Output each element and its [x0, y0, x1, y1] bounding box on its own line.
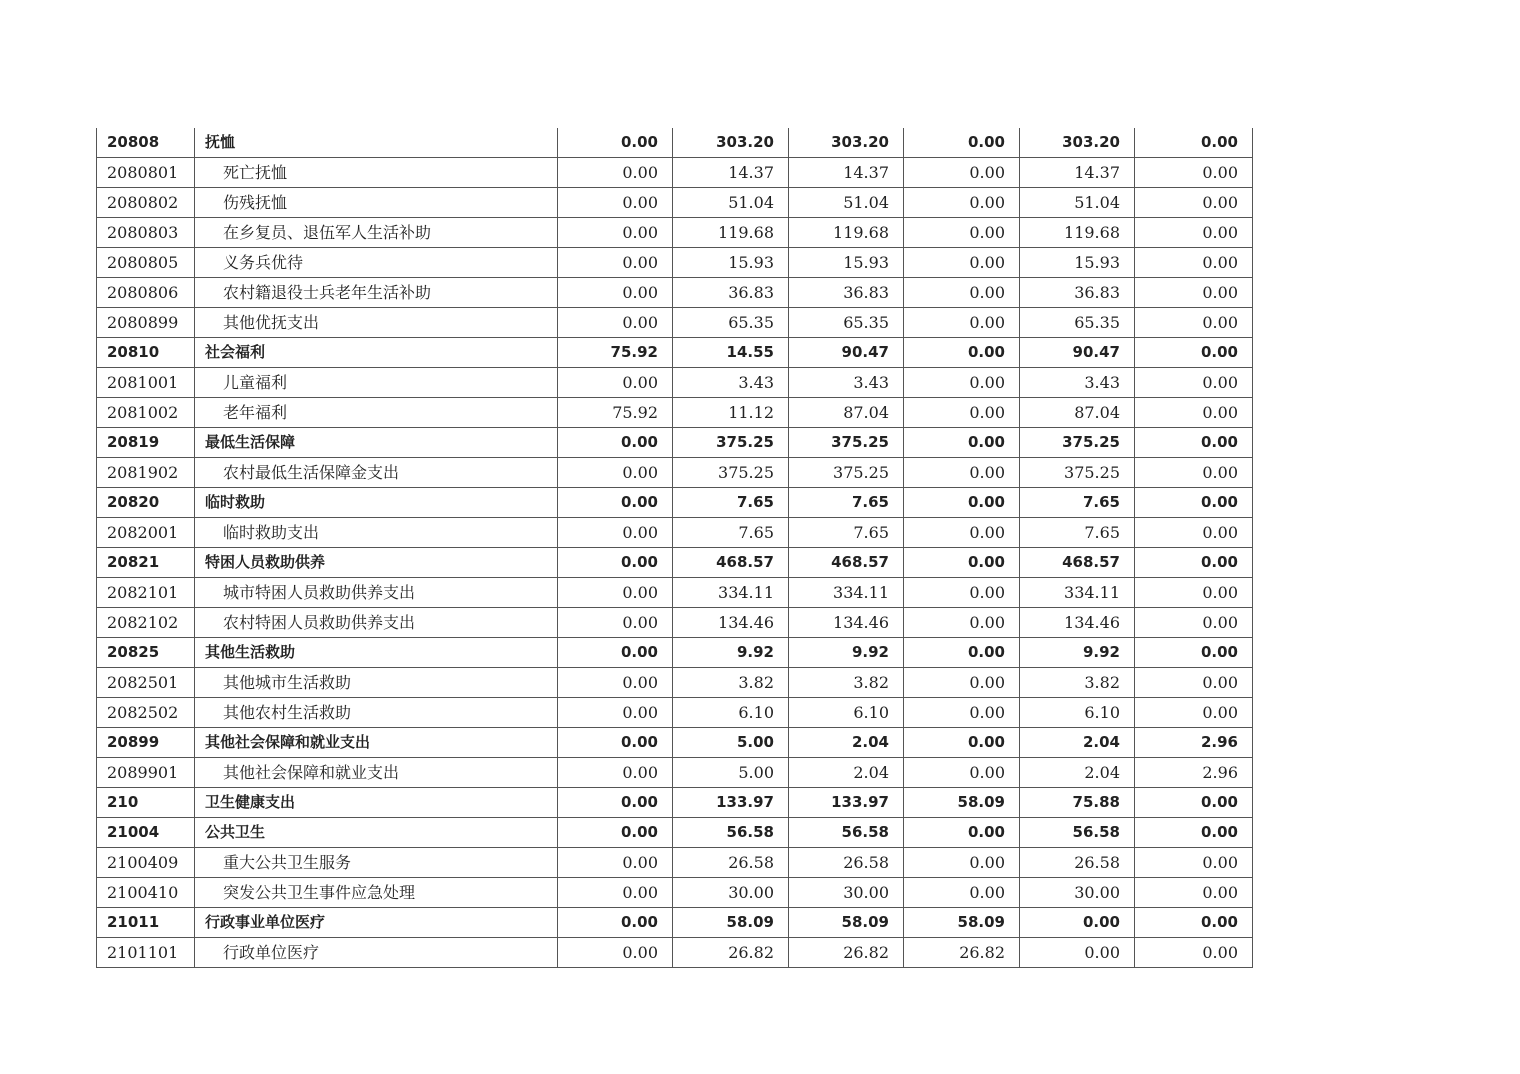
row-value-col-2: 51.04: [673, 188, 789, 218]
row-name: 农村最低生活保障金支出: [195, 458, 558, 488]
row-name: 老年福利: [195, 398, 558, 428]
row-value-col-2: 5.00: [673, 758, 789, 788]
row-code: 20821: [97, 548, 195, 578]
row-value-col-3: 9.92: [789, 638, 904, 668]
row-value-col-4: 0.00: [904, 338, 1020, 368]
row-name: 突发公共卫生事件应急处理: [195, 878, 558, 908]
row-value-col-5: 75.88: [1020, 788, 1135, 818]
row-code: 20899: [97, 728, 195, 758]
row-value-col-5: 15.93: [1020, 248, 1135, 278]
row-value-col-6: 0.00: [1135, 488, 1253, 518]
row-value-col-5: 30.00: [1020, 878, 1135, 908]
table-row: [97, 398, 1253, 428]
row-code: 20820: [97, 488, 195, 518]
row-value-col-1: 0.00: [558, 488, 673, 518]
row-value-col-3: 375.25: [789, 428, 904, 458]
row-value-col-1: 0.00: [558, 788, 673, 818]
row-value-col-5: 3.43: [1020, 368, 1135, 398]
row-value-col-4: 0.00: [904, 728, 1020, 758]
row-value-col-3: 134.46: [789, 608, 904, 638]
row-value-col-1: 0.00: [558, 368, 673, 398]
row-value-col-4: 58.09: [904, 908, 1020, 938]
row-value-col-5: 0.00: [1020, 908, 1135, 938]
row-value-col-6: 0.00: [1135, 458, 1253, 488]
row-value-col-6: 0.00: [1135, 548, 1253, 578]
row-value-col-3: 2.04: [789, 728, 904, 758]
row-value-col-4: 0.00: [904, 188, 1020, 218]
row-value-col-6: 0.00: [1135, 698, 1253, 728]
row-value-col-1: 75.92: [558, 338, 673, 368]
row-value-col-2: 65.35: [673, 308, 789, 338]
table-row: [97, 188, 1253, 218]
row-value-col-3: 26.82: [789, 938, 904, 968]
row-value-col-2: 7.65: [673, 518, 789, 548]
row-value-col-3: 7.65: [789, 488, 904, 518]
row-value-col-2: 303.20: [673, 128, 789, 158]
row-value-col-5: 90.47: [1020, 338, 1135, 368]
row-value-col-5: 0.00: [1020, 938, 1135, 968]
row-value-col-2: 334.11: [673, 578, 789, 608]
row-value-col-6: 2.96: [1135, 728, 1253, 758]
row-value-col-3: 119.68: [789, 218, 904, 248]
row-code: 2082101: [97, 578, 195, 608]
row-value-col-4: 0.00: [904, 488, 1020, 518]
row-value-col-5: 375.25: [1020, 428, 1135, 458]
row-name: 最低生活保障: [195, 428, 558, 458]
row-value-col-1: 0.00: [558, 638, 673, 668]
row-value-col-5: 7.65: [1020, 518, 1135, 548]
row-name: 其他社会保障和就业支出: [195, 728, 558, 758]
row-value-col-3: 90.47: [789, 338, 904, 368]
row-name: 其他优抚支出: [195, 308, 558, 338]
row-value-col-3: 87.04: [789, 398, 904, 428]
table-row: [97, 278, 1253, 308]
row-value-col-6: 0.00: [1135, 188, 1253, 218]
row-name: 其他农村生活救助: [195, 698, 558, 728]
row-value-col-4: 0.00: [904, 638, 1020, 668]
row-value-col-3: 7.65: [789, 518, 904, 548]
row-code: 20810: [97, 338, 195, 368]
row-value-col-4: 0.00: [904, 758, 1020, 788]
row-code: 2082502: [97, 698, 195, 728]
row-name: 农村特困人员救助供养支出: [195, 608, 558, 638]
table-row: [97, 608, 1253, 638]
row-value-col-5: 6.10: [1020, 698, 1135, 728]
row-value-col-4: 0.00: [904, 668, 1020, 698]
row-value-col-1: 75.92: [558, 398, 673, 428]
row-value-col-5: 7.65: [1020, 488, 1135, 518]
row-value-col-3: 6.10: [789, 698, 904, 728]
row-value-col-1: 0.00: [558, 668, 673, 698]
row-value-col-5: 9.92: [1020, 638, 1135, 668]
row-code: 2100409: [97, 848, 195, 878]
row-value-col-1: 0.00: [558, 608, 673, 638]
row-value-col-4: 0.00: [904, 608, 1020, 638]
row-value-col-4: 0.00: [904, 818, 1020, 848]
row-value-col-3: 15.93: [789, 248, 904, 278]
row-value-col-1: 0.00: [558, 938, 673, 968]
row-code: 2080899: [97, 308, 195, 338]
row-value-col-1: 0.00: [558, 158, 673, 188]
table-row: [97, 758, 1253, 788]
row-value-col-4: 0.00: [904, 578, 1020, 608]
row-value-col-1: 0.00: [558, 578, 673, 608]
row-value-col-4: 26.82: [904, 938, 1020, 968]
row-value-col-6: 0.00: [1135, 428, 1253, 458]
row-value-col-1: 0.00: [558, 218, 673, 248]
row-name: 农村籍退役士兵老年生活补助: [195, 278, 558, 308]
table-row: [97, 638, 1253, 668]
row-value-col-5: 334.11: [1020, 578, 1135, 608]
row-value-col-2: 56.58: [673, 818, 789, 848]
row-value-col-1: 0.00: [558, 848, 673, 878]
row-value-col-6: 0.00: [1135, 398, 1253, 428]
table-row: [97, 218, 1253, 248]
row-value-col-2: 36.83: [673, 278, 789, 308]
row-code: 2089901: [97, 758, 195, 788]
row-value-col-2: 14.55: [673, 338, 789, 368]
row-value-col-5: 87.04: [1020, 398, 1135, 428]
row-value-col-5: 119.68: [1020, 218, 1135, 248]
row-name: 伤残抚恤: [195, 188, 558, 218]
row-name: 在乡复员、退伍军人生活补助: [195, 218, 558, 248]
row-value-col-2: 119.68: [673, 218, 789, 248]
row-name: 重大公共卫生服务: [195, 848, 558, 878]
row-code: 21004: [97, 818, 195, 848]
row-value-col-3: 14.37: [789, 158, 904, 188]
row-value-col-6: 0.00: [1135, 128, 1253, 158]
row-value-col-2: 11.12: [673, 398, 789, 428]
table-row: [97, 488, 1253, 518]
row-value-col-1: 0.00: [558, 548, 673, 578]
row-value-col-6: 0.00: [1135, 338, 1253, 368]
row-value-col-1: 0.00: [558, 818, 673, 848]
row-value-col-3: 51.04: [789, 188, 904, 218]
table-row: [97, 878, 1253, 908]
row-value-col-2: 9.92: [673, 638, 789, 668]
row-value-col-6: 0.00: [1135, 818, 1253, 848]
row-value-col-3: 36.83: [789, 278, 904, 308]
row-value-col-3: 133.97: [789, 788, 904, 818]
row-code: 2081001: [97, 368, 195, 398]
row-value-col-2: 14.37: [673, 158, 789, 188]
row-value-col-6: 0.00: [1135, 308, 1253, 338]
row-value-col-6: 0.00: [1135, 938, 1253, 968]
table-row: [97, 578, 1253, 608]
row-value-col-5: 2.04: [1020, 758, 1135, 788]
row-value-col-5: 3.82: [1020, 668, 1135, 698]
row-value-col-4: 0.00: [904, 248, 1020, 278]
row-value-col-5: 2.04: [1020, 728, 1135, 758]
row-code: 210: [97, 788, 195, 818]
row-code: 2082001: [97, 518, 195, 548]
row-value-col-2: 468.57: [673, 548, 789, 578]
row-value-col-1: 0.00: [558, 878, 673, 908]
row-value-col-5: 36.83: [1020, 278, 1135, 308]
row-value-col-4: 0.00: [904, 368, 1020, 398]
row-value-col-3: 3.82: [789, 668, 904, 698]
row-value-col-2: 58.09: [673, 908, 789, 938]
row-value-col-4: 0.00: [904, 698, 1020, 728]
row-value-col-1: 0.00: [558, 908, 673, 938]
row-code: 20825: [97, 638, 195, 668]
row-name: 社会福利: [195, 338, 558, 368]
row-code: 2080806: [97, 278, 195, 308]
row-value-col-2: 5.00: [673, 728, 789, 758]
row-code: 2100410: [97, 878, 195, 908]
row-name: 公共卫生: [195, 818, 558, 848]
row-value-col-3: 375.25: [789, 458, 904, 488]
row-value-col-5: 134.46: [1020, 608, 1135, 638]
row-value-col-5: 56.58: [1020, 818, 1135, 848]
budget-table: [96, 128, 1253, 968]
row-value-col-3: 26.58: [789, 848, 904, 878]
row-code: 21011: [97, 908, 195, 938]
row-value-col-4: 0.00: [904, 308, 1020, 338]
row-value-col-1: 0.00: [558, 308, 673, 338]
row-value-col-1: 0.00: [558, 518, 673, 548]
row-value-col-4: 0.00: [904, 458, 1020, 488]
row-code: 2082501: [97, 668, 195, 698]
row-value-col-6: 0.00: [1135, 608, 1253, 638]
row-code: 2080802: [97, 188, 195, 218]
row-value-col-6: 0.00: [1135, 248, 1253, 278]
row-value-col-6: 0.00: [1135, 218, 1253, 248]
row-value-col-6: 0.00: [1135, 848, 1253, 878]
row-value-col-3: 58.09: [789, 908, 904, 938]
row-value-col-2: 133.97: [673, 788, 789, 818]
table-row: [97, 788, 1253, 818]
row-name: 行政单位医疗: [195, 938, 558, 968]
row-value-col-1: 0.00: [558, 428, 673, 458]
table-row: [97, 548, 1253, 578]
row-code: 2081002: [97, 398, 195, 428]
row-value-col-5: 51.04: [1020, 188, 1135, 218]
row-value-col-6: 0.00: [1135, 878, 1253, 908]
row-value-col-4: 0.00: [904, 218, 1020, 248]
row-code: 2080805: [97, 248, 195, 278]
row-value-col-4: 0.00: [904, 848, 1020, 878]
table-row: [97, 818, 1253, 848]
row-name: 死亡抚恤: [195, 158, 558, 188]
row-name: 儿童福利: [195, 368, 558, 398]
row-value-col-1: 0.00: [558, 728, 673, 758]
row-code: 2101101: [97, 938, 195, 968]
row-value-col-2: 3.82: [673, 668, 789, 698]
table-row: [97, 158, 1253, 188]
row-value-col-6: 0.00: [1135, 368, 1253, 398]
row-code: 20808: [97, 128, 195, 158]
row-name: 抚恤: [195, 128, 558, 158]
table-row: [97, 668, 1253, 698]
table-body: [97, 128, 1253, 968]
row-value-col-2: 3.43: [673, 368, 789, 398]
row-value-col-6: 0.00: [1135, 908, 1253, 938]
table-row: [97, 428, 1253, 458]
table-row: [97, 728, 1253, 758]
row-value-col-6: 0.00: [1135, 668, 1253, 698]
row-value-col-2: 15.93: [673, 248, 789, 278]
row-name: 卫生健康支出: [195, 788, 558, 818]
row-value-col-3: 468.57: [789, 548, 904, 578]
row-value-col-4: 0.00: [904, 398, 1020, 428]
row-value-col-1: 0.00: [558, 458, 673, 488]
row-value-col-6: 0.00: [1135, 788, 1253, 818]
table-row: [97, 308, 1253, 338]
row-value-col-4: 0.00: [904, 878, 1020, 908]
row-value-col-3: 3.43: [789, 368, 904, 398]
row-code: 2082102: [97, 608, 195, 638]
table-row: [97, 458, 1253, 488]
row-name: 行政事业单位医疗: [195, 908, 558, 938]
row-name: 其他城市生活救助: [195, 668, 558, 698]
row-value-col-4: 0.00: [904, 158, 1020, 188]
row-value-col-4: 58.09: [904, 788, 1020, 818]
row-value-col-3: 334.11: [789, 578, 904, 608]
row-value-col-3: 303.20: [789, 128, 904, 158]
row-name: 特困人员救助供养: [195, 548, 558, 578]
row-value-col-5: 375.25: [1020, 458, 1135, 488]
row-value-col-5: 14.37: [1020, 158, 1135, 188]
row-value-col-6: 2.96: [1135, 758, 1253, 788]
row-name: 义务兵优待: [195, 248, 558, 278]
row-value-col-1: 0.00: [558, 698, 673, 728]
row-name: 临时救助支出: [195, 518, 558, 548]
row-code: 2080801: [97, 158, 195, 188]
row-value-col-4: 0.00: [904, 428, 1020, 458]
row-code: 20819: [97, 428, 195, 458]
row-value-col-2: 375.25: [673, 428, 789, 458]
row-value-col-3: 56.58: [789, 818, 904, 848]
row-value-col-2: 26.82: [673, 938, 789, 968]
table-row: [97, 128, 1253, 158]
table-row: [97, 908, 1253, 938]
row-value-col-5: 65.35: [1020, 308, 1135, 338]
row-name: 其他生活救助: [195, 638, 558, 668]
table-row: [97, 338, 1253, 368]
row-value-col-4: 0.00: [904, 128, 1020, 158]
row-value-col-1: 0.00: [558, 758, 673, 788]
row-value-col-3: 65.35: [789, 308, 904, 338]
row-value-col-1: 0.00: [558, 128, 673, 158]
row-value-col-6: 0.00: [1135, 518, 1253, 548]
row-value-col-2: 30.00: [673, 878, 789, 908]
table-row: [97, 938, 1253, 968]
row-value-col-1: 0.00: [558, 188, 673, 218]
row-value-col-1: 0.00: [558, 278, 673, 308]
row-value-col-1: 0.00: [558, 248, 673, 278]
row-value-col-2: 26.58: [673, 848, 789, 878]
table-row: [97, 518, 1253, 548]
row-value-col-6: 0.00: [1135, 278, 1253, 308]
row-name: 其他社会保障和就业支出: [195, 758, 558, 788]
row-value-col-3: 2.04: [789, 758, 904, 788]
table-row: [97, 368, 1253, 398]
row-value-col-5: 303.20: [1020, 128, 1135, 158]
table-row: [97, 848, 1253, 878]
row-value-col-2: 375.25: [673, 458, 789, 488]
row-value-col-5: 468.57: [1020, 548, 1135, 578]
row-value-col-2: 6.10: [673, 698, 789, 728]
row-value-col-2: 7.65: [673, 488, 789, 518]
row-value-col-3: 30.00: [789, 878, 904, 908]
row-value-col-4: 0.00: [904, 518, 1020, 548]
row-value-col-4: 0.00: [904, 548, 1020, 578]
row-value-col-4: 0.00: [904, 278, 1020, 308]
row-value-col-6: 0.00: [1135, 638, 1253, 668]
row-code: 2081902: [97, 458, 195, 488]
row-value-col-6: 0.00: [1135, 158, 1253, 188]
row-value-col-2: 134.46: [673, 608, 789, 638]
table-row: [97, 698, 1253, 728]
row-value-col-6: 0.00: [1135, 578, 1253, 608]
row-name: 临时救助: [195, 488, 558, 518]
row-code: 2080803: [97, 218, 195, 248]
row-name: 城市特困人员救助供养支出: [195, 578, 558, 608]
row-value-col-5: 26.58: [1020, 848, 1135, 878]
table-row: [97, 248, 1253, 278]
